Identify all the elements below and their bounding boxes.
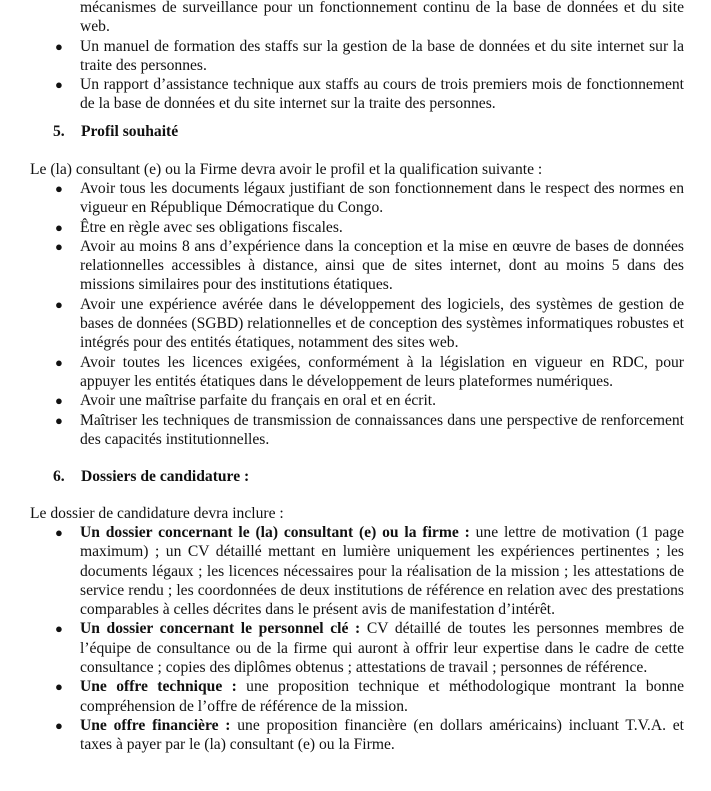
item-lead: Un dossier concernant le (la) consultant (e) ou la firme : xyxy=(80,524,470,541)
list-item: ● Avoir tous les documents légaux justifiant de son fonctionnement dans le respect des normes en vigueur en République Démocratique du Congo. xyxy=(55,180,684,217)
item-text: une lettre de motivation (1 page maximum) ; un CV détaillé mettant en lumière uniquement les expériences pertinentes ; les documents légaux ; les licences nécessaires pour la réalisation de la mission ; les attestations de service rendu ; les coordonnées de deux institutions de référence en relation avec des prestations comparables à celles décrites dans le présent avis de manifestation d’intérêt. xyxy=(80,524,684,619)
list-item xyxy=(55,619,685,677)
list-item: ● Avoir une expérience avérée dans le développement des logiciels, des systèmes de gestion de bases de données (SGBD) relationnelles et de conception des systèmes informatiques robustes et intégrés pour des entités étatiques, notamment des sites web. xyxy=(55,295,684,352)
item-text: une proposition technique et méthodologique montrant la bonne compréhension de l’offre de référence de la mission. xyxy=(80,678,684,715)
bullet-icon: ● xyxy=(55,354,63,370)
item-text: CV détaillé de toutes les personnes membres de l’équipe de consultance ou de la firme qui auront à offrir leur expertise dans le cadre de cette consultance ; copies des diplômes obtenus ; attestations de travail ; personnes de référence. xyxy=(80,620,685,677)
section-title: Profil souhaité xyxy=(81,123,179,140)
bullet-icon: ● xyxy=(55,296,63,312)
bullet-icon: ● xyxy=(55,219,63,235)
list-item: ● Être en règle avec ses obligations fiscales. xyxy=(55,218,343,236)
item-text: une proposition financière (en dollars américains) incluant T.V.A. et taxes à payer par le (la) consultant (e) ou la Firme. xyxy=(80,716,684,754)
bullet-icon: ● xyxy=(55,38,63,54)
list-item: ● Maîtriser les techniques de transmission de connaissances dans une perspective de renforcement des capacités institutionnelles. xyxy=(55,411,684,448)
list-item xyxy=(55,75,684,114)
list-item xyxy=(55,523,684,619)
bullet-icon: ● xyxy=(55,412,63,428)
bullet-icon: ● xyxy=(55,238,63,254)
bullet-icon: ● xyxy=(55,679,63,695)
list-item-text: mécanismes de surveillance pour un fonctionnement continu de la base de données et du site web. xyxy=(80,0,684,36)
bullet-icon: ● xyxy=(55,621,63,637)
list-item xyxy=(55,716,684,755)
section-6-intro: Le dossier de candidature devra inclure : xyxy=(30,505,284,522)
section-6-list xyxy=(0,523,711,755)
list-item: ● Avoir une maîtrise parfaite du français en oral et en écrit. xyxy=(55,392,437,410)
bullet-icon: ● xyxy=(55,717,63,733)
top-bullet-list xyxy=(0,0,711,114)
item-lead: Un dossier concernant le personnel clé : xyxy=(80,620,361,638)
list-item xyxy=(80,0,684,37)
list-item-text: Un manuel de formation des staffs sur la gestion de la base de données et du site internet sur la traite des personnes. xyxy=(80,37,684,74)
list-item: ● Avoir toutes les licences exigées, conformément à la législation en vigueur en RDC, pour appuyer les entités étatiques dans le développement de leurs plateformes numériques. xyxy=(55,353,684,390)
section-number: 6. xyxy=(53,468,65,485)
bullet-icon: ● xyxy=(55,393,63,409)
section-5-intro: Le (la) consultant (e) ou la Firme devra avoir le profil et la qualification suivante : xyxy=(30,161,543,178)
section-6-heading xyxy=(53,467,249,486)
bullet-icon: ● xyxy=(55,77,63,93)
bullet-icon: ● xyxy=(55,181,63,196)
item-lead: Une offre financière : xyxy=(80,716,231,734)
list-item xyxy=(55,677,684,716)
item-lead: Une offre technique : xyxy=(80,678,237,696)
list-item xyxy=(55,37,684,76)
section-title: Dossiers de candidature : xyxy=(81,468,250,485)
bullet-icon: ● xyxy=(55,525,63,540)
section-5-list xyxy=(0,179,711,449)
list-item: ● Avoir au moins 8 ans d’expérience dans la conception et la mise en œuvre de bases de données relationnelles accessibles à distance, ainsi que de sites internet, dont au moins 5 dans des missions similaires pour des institutions étatiques. xyxy=(55,237,684,294)
section-number: 5. xyxy=(53,123,65,140)
list-item-text: Un rapport d’assistance technique aux staffs au cours de trois premiers mois de fonctionnement de la base de données et du site internet sur la traite des personnes. xyxy=(80,76,684,113)
section-5-heading xyxy=(53,122,178,141)
